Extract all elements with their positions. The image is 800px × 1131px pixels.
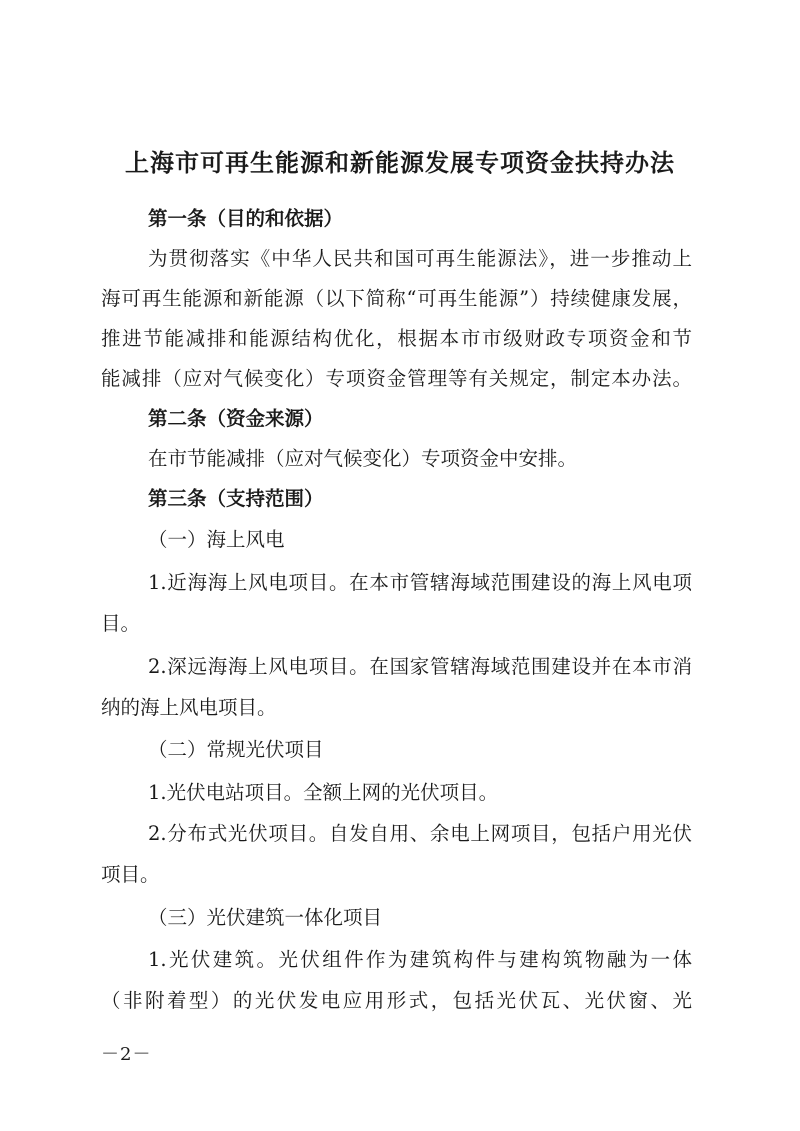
paragraph-line: 推进节能减排和能源结构优化，根据本市市级财政专项资金和节 xyxy=(101,327,692,350)
paragraph-line: 能减排（应对气候变化）专项资金管理等有关规定，制定本办法。 xyxy=(101,367,692,390)
paragraph-line: 2.分布式光伏项目。自发自用、余电上网项目，包括户用光伏 xyxy=(148,822,692,845)
paragraph-line: 纳的海上风电项目。 xyxy=(101,696,277,719)
paragraph-line: 为贯彻落实《中华人民共和国可再生能源法》，进一步推动上 xyxy=(148,247,692,270)
paragraph-line: 目。 xyxy=(101,612,141,635)
section-heading-2: （二）常规光伏项目 xyxy=(148,738,324,761)
paragraph-line: 海可再生能源和新能源（以下简称“可再生能源”）持续健康发展， xyxy=(101,287,692,310)
page-number: －2－ xyxy=(101,1044,152,1065)
section-heading-3: （三）光伏建筑一体化项目 xyxy=(148,906,383,929)
paragraph-line: 1.光伏建筑。光伏组件作为建筑构件与建构筑物融为一体 xyxy=(148,948,692,971)
paragraph-line: （非附着型）的光伏发电应用形式，包括光伏瓦、光伏窗、光 xyxy=(101,989,692,1012)
paragraph-line: 1.近海海上风电项目。在本市管辖海域范围建设的海上风电项 xyxy=(148,571,692,594)
document-title: 上海市可再生能源和新能源发展专项资金扶持办法 xyxy=(125,148,675,177)
article-2-heading: 第二条（资金来源） xyxy=(148,407,324,430)
article-3-heading: 第三条（支持范围） xyxy=(148,487,324,510)
article-1-heading: 第一条（目的和依据） xyxy=(148,207,344,230)
paragraph-line: 在市节能减排（应对气候变化）专项资金中安排。 xyxy=(148,447,578,470)
paragraph-line: 项目。 xyxy=(101,863,160,886)
paragraph-line: 1.光伏电站项目。全额上网的光伏项目。 xyxy=(148,781,499,804)
section-heading-1: （一）海上风电 xyxy=(148,528,285,551)
paragraph-line: 2.深远海海上风电项目。在国家管辖海域范围建设并在本市消 xyxy=(148,655,692,678)
